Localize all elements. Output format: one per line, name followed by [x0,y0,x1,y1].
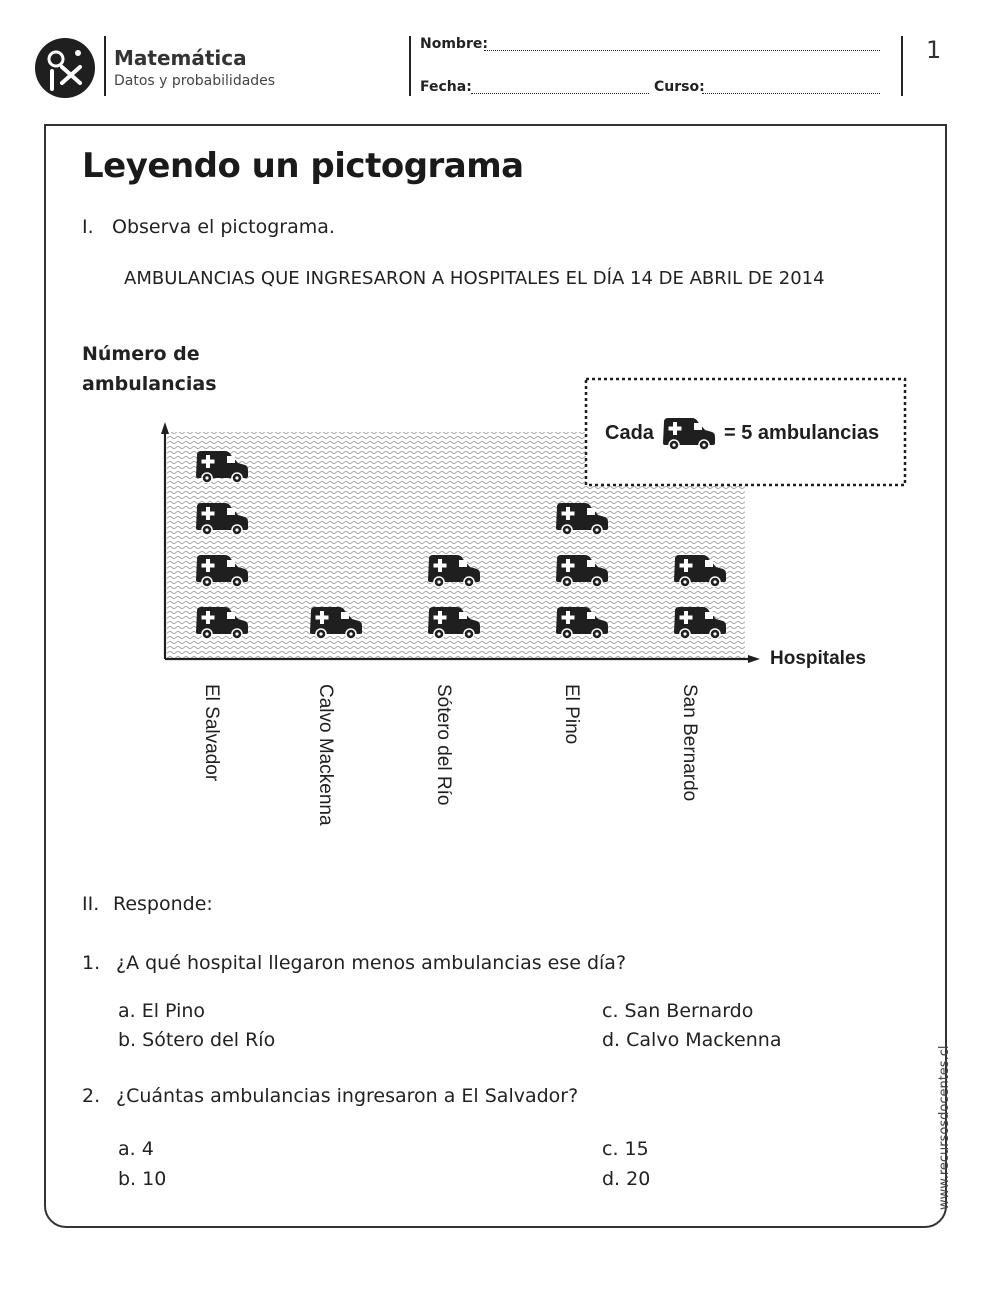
page-number: 1 [926,36,942,64]
subject-topic: Datos y probabilidades [114,73,276,89]
x-axis-label: Hospitales [770,648,867,669]
chart-title: AMBULANCIAS QUE INGRESARON A HOSPITALES EL DÍA 14 DE ABRIL DE 2014 [124,268,825,289]
q1-option-c[interactable]: c. San Bernardo [602,1000,754,1022]
question-2-text: ¿Cuántas ambulancias ingresaron a El Salvador? [116,1085,579,1107]
q2-option-d[interactable]: d. 20 [602,1168,651,1190]
category-label: El Pino [561,684,582,745]
legend-suffix: = 5 ambulancias [724,422,880,444]
category-label: Sótero del Río [433,684,454,806]
course-label: Curso: [654,79,705,95]
question-1-number: 1. [82,952,101,974]
worksheet-title: Leyendo un pictograma [82,146,524,186]
category-label: Calvo Mackenna [315,684,336,826]
q1-option-a[interactable]: a. El Pino [118,1000,206,1022]
q2-option-c[interactable]: c. 15 [602,1138,649,1160]
question-2-number: 2. [82,1085,101,1107]
section2-instruction: Responde: [113,893,213,915]
y-axis-label-line1: Número de [82,343,200,365]
section2-number: II. [82,893,100,915]
section1-number: I. [82,216,94,238]
y-axis-arrow [161,422,169,434]
y-axis-label-line2: ambulancias [82,373,217,395]
category-label: El Salvador [201,684,222,782]
category-label: San Bernardo [679,684,700,802]
name-label: Nombre: [420,36,488,52]
q1-option-d[interactable]: d. Calvo Mackenna [602,1029,782,1051]
date-label: Fecha: [420,79,472,95]
subject-title: Matemática [114,46,247,70]
legend-prefix: Cada [605,422,654,444]
section1-instruction: Observa el pictograma. [112,216,335,238]
x-axis-arrow [748,655,760,663]
question-1-text: ¿A qué hospital llegaron menos ambulancias ese día? [116,952,627,974]
q2-option-a[interactable]: a. 4 [118,1138,154,1160]
q1-option-b[interactable]: b. Sótero del Río [118,1029,276,1051]
footer-website: www.recursosdocentes.cl [937,1045,952,1210]
q2-option-b[interactable]: b. 10 [118,1168,167,1190]
